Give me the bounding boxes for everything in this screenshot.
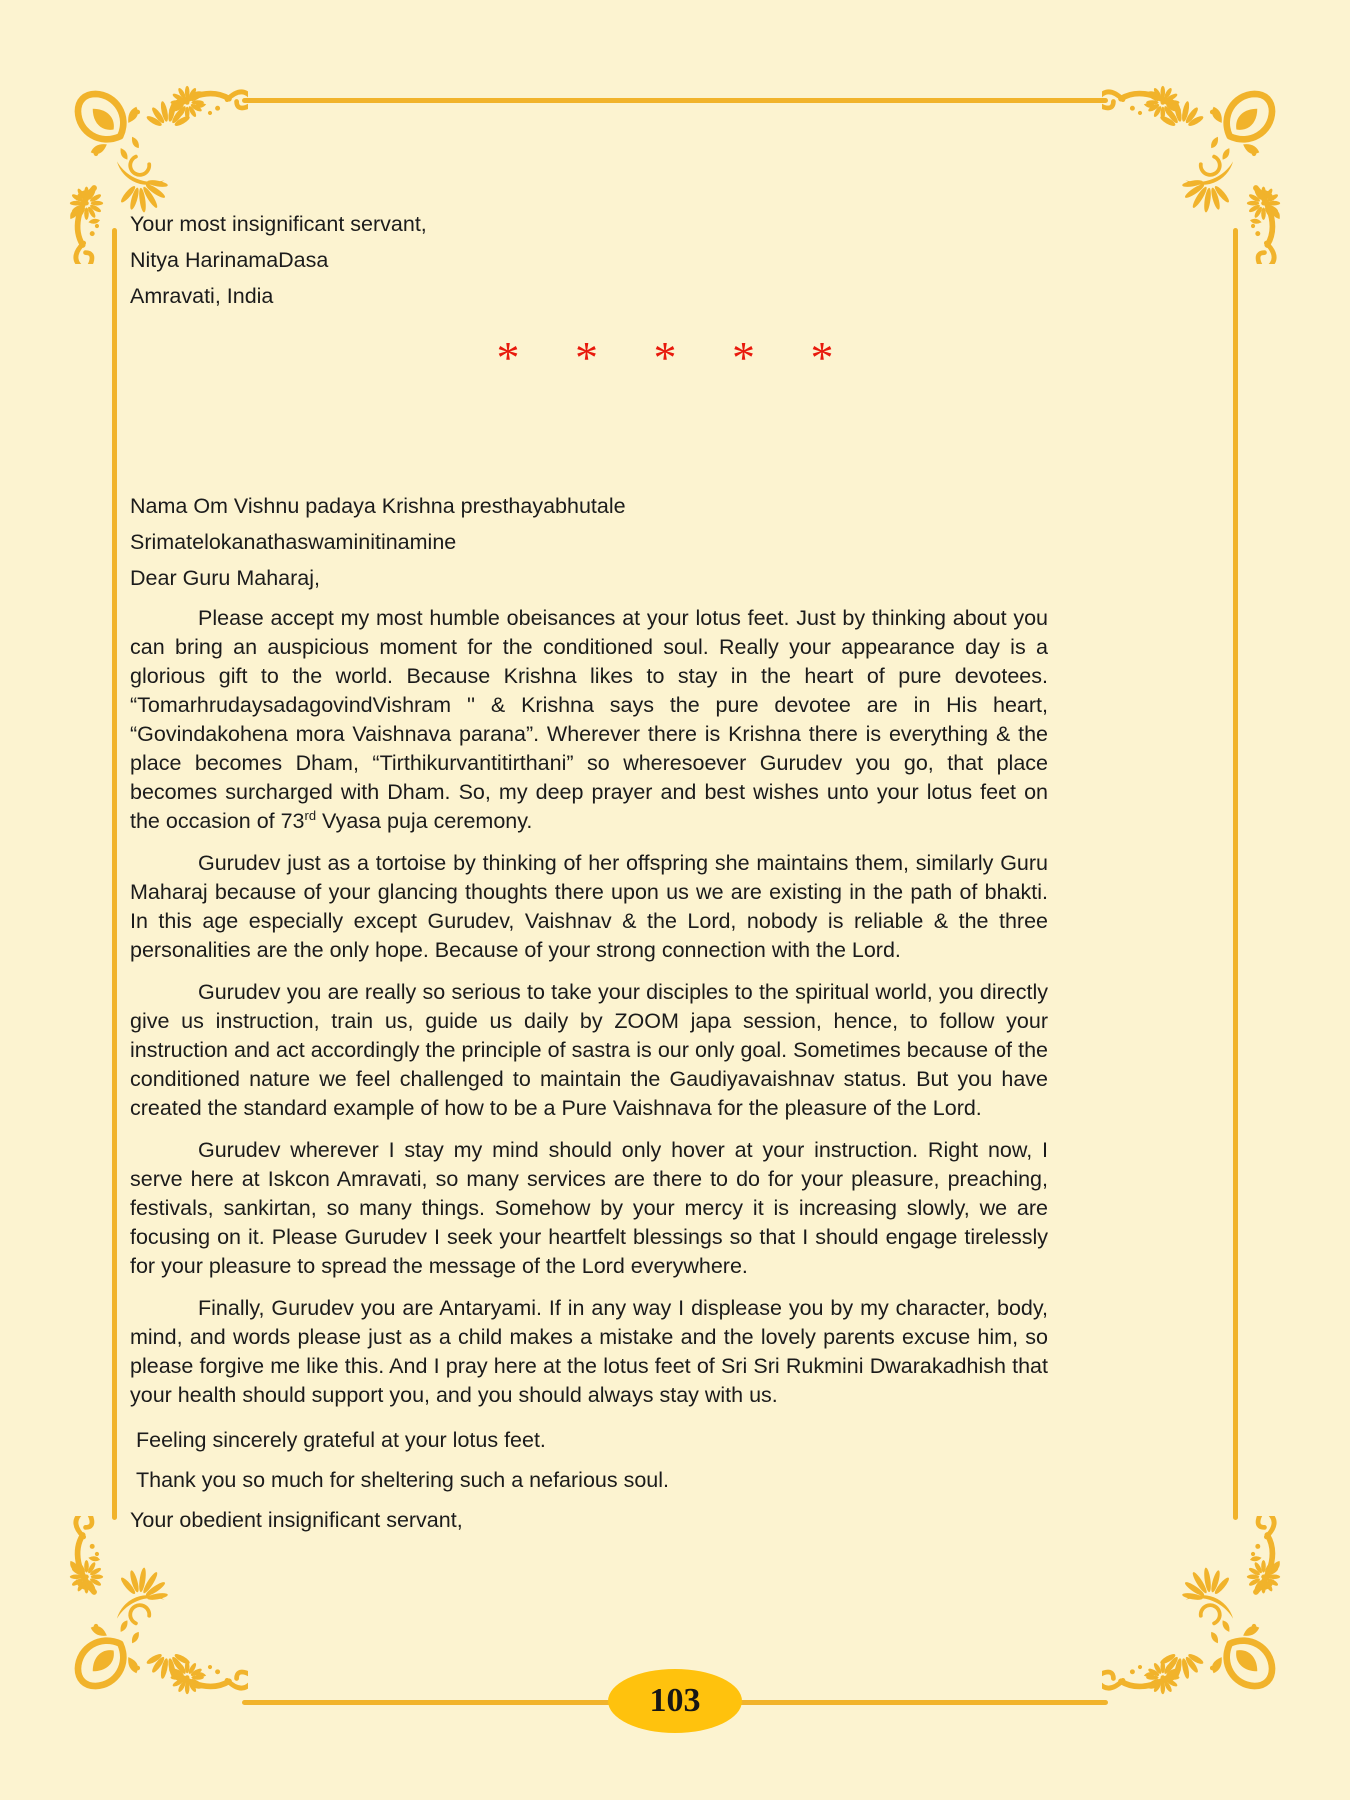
signature-line: Your most insignificant servant, (130, 212, 427, 236)
paragraph: Finally, Gurudev you are Antaryami. If in any way I displease you by my character, body, mind, and words please just as a child makes a mistake and the lovely parents excuse him, so please forgive me like this. And I pray here at the lotus feet of Sri Sri Rukmini Dwarakadhish that your health should support you, and you should always stay with us. (130, 1296, 1048, 1407)
paragraph-text: Vyasa puja ceremony. (316, 809, 533, 833)
frame-line-top (242, 98, 1108, 103)
closing-line: Feeling sincerely grateful at your lotus feet. (136, 1428, 546, 1452)
paragraph (130, 604, 1048, 836)
paragraph-text: Please accept my most humble obeisances at your lotus feet. Just by thinking about you can bring an auspicious moment for the conditioned soul. Really your appearance day is a glorious gift to the world. Because Krishna likes to stay in the heart of pure devotees. “TomarhrudaysadagovindVishram '' & Krishna says the pure devotee are in His heart, “Govindakohena mora Vaishnava parana”. Wherever there is Krishna there is everything & the place becomes Dham, “Tirthikurvantitirthani” so wheresoever Gurudev you go, that place becomes surcharged with Dham. So, my deep prayer and best wishes unto your lotus feet on the occasion of 73 (130, 606, 1048, 833)
corner-ornament-bottom-right (1102, 1516, 1292, 1706)
signature-place: Amravati, India (130, 284, 274, 308)
paragraph: Gurudev wherever I stay my mind should only hover at your instruction. Right now, I serve here at Iskcon Amravati, so many services are there to do for your pleasure, preaching, festivals, sankirtan, so many things. Somehow by your mercy it is increasing slowly, we are focusing on it. Please Gurudev I seek your heartfelt blessings so that I should engage tirelessly for your pleasure to spread the message of the Lord everywhere. (130, 1138, 1048, 1278)
paragraph: Gurudev just as a tortoise by thinking of her offspring she maintains them, similarly Guru Maharaj because of your glancing thoughts there upon us we are existing in the path of bhakti. In this age especially except Gurudev, Vaishnav & the Lord, nobody is reliable & the three personalities are the only hope. Because of your strong connection with the Lord. (130, 851, 1048, 962)
frame-line-right (1233, 228, 1238, 1520)
invocation-block (130, 494, 1048, 590)
section-separator-stars: * * * * * (496, 332, 856, 383)
ordinal-superscript: rd (304, 807, 317, 823)
letter-body (130, 212, 1048, 1548)
frame-line-left (112, 228, 117, 1520)
corner-ornament-top-right (1102, 74, 1292, 264)
invocation-line: Nama Om Vishnu padaya Krishna presthayabhutale (130, 494, 626, 518)
closing-block (130, 1428, 1048, 1532)
page-number: 103 (649, 1682, 701, 1719)
closing-line: Your obedient insignificant servant, (130, 1508, 463, 1532)
invocation-line: Srimatelokanathaswaminitinamine (130, 530, 457, 554)
closing-line: Thank you so much for sheltering such a nefarious soul. (136, 1468, 670, 1492)
paragraph: Gurudev you are really so serious to take your disciples to the spiritual world, you directly give us instruction, train us, guide us daily by ZOOM japa session, hence, to follow your instruction and act accordingly the principle of sastra is our only goal. Sometimes because of the conditioned nature we feel challenged to maintain the Gaudiyavaishnav status. But you have created the standard example of how to be a Pure Vaishnava for the pleasure of the Lord. (130, 980, 1048, 1120)
page-number-badge (608, 1669, 742, 1733)
salutation: Dear Guru Maharaj, (130, 566, 320, 590)
signature-name: Nitya HarinamaDasa (130, 248, 329, 272)
